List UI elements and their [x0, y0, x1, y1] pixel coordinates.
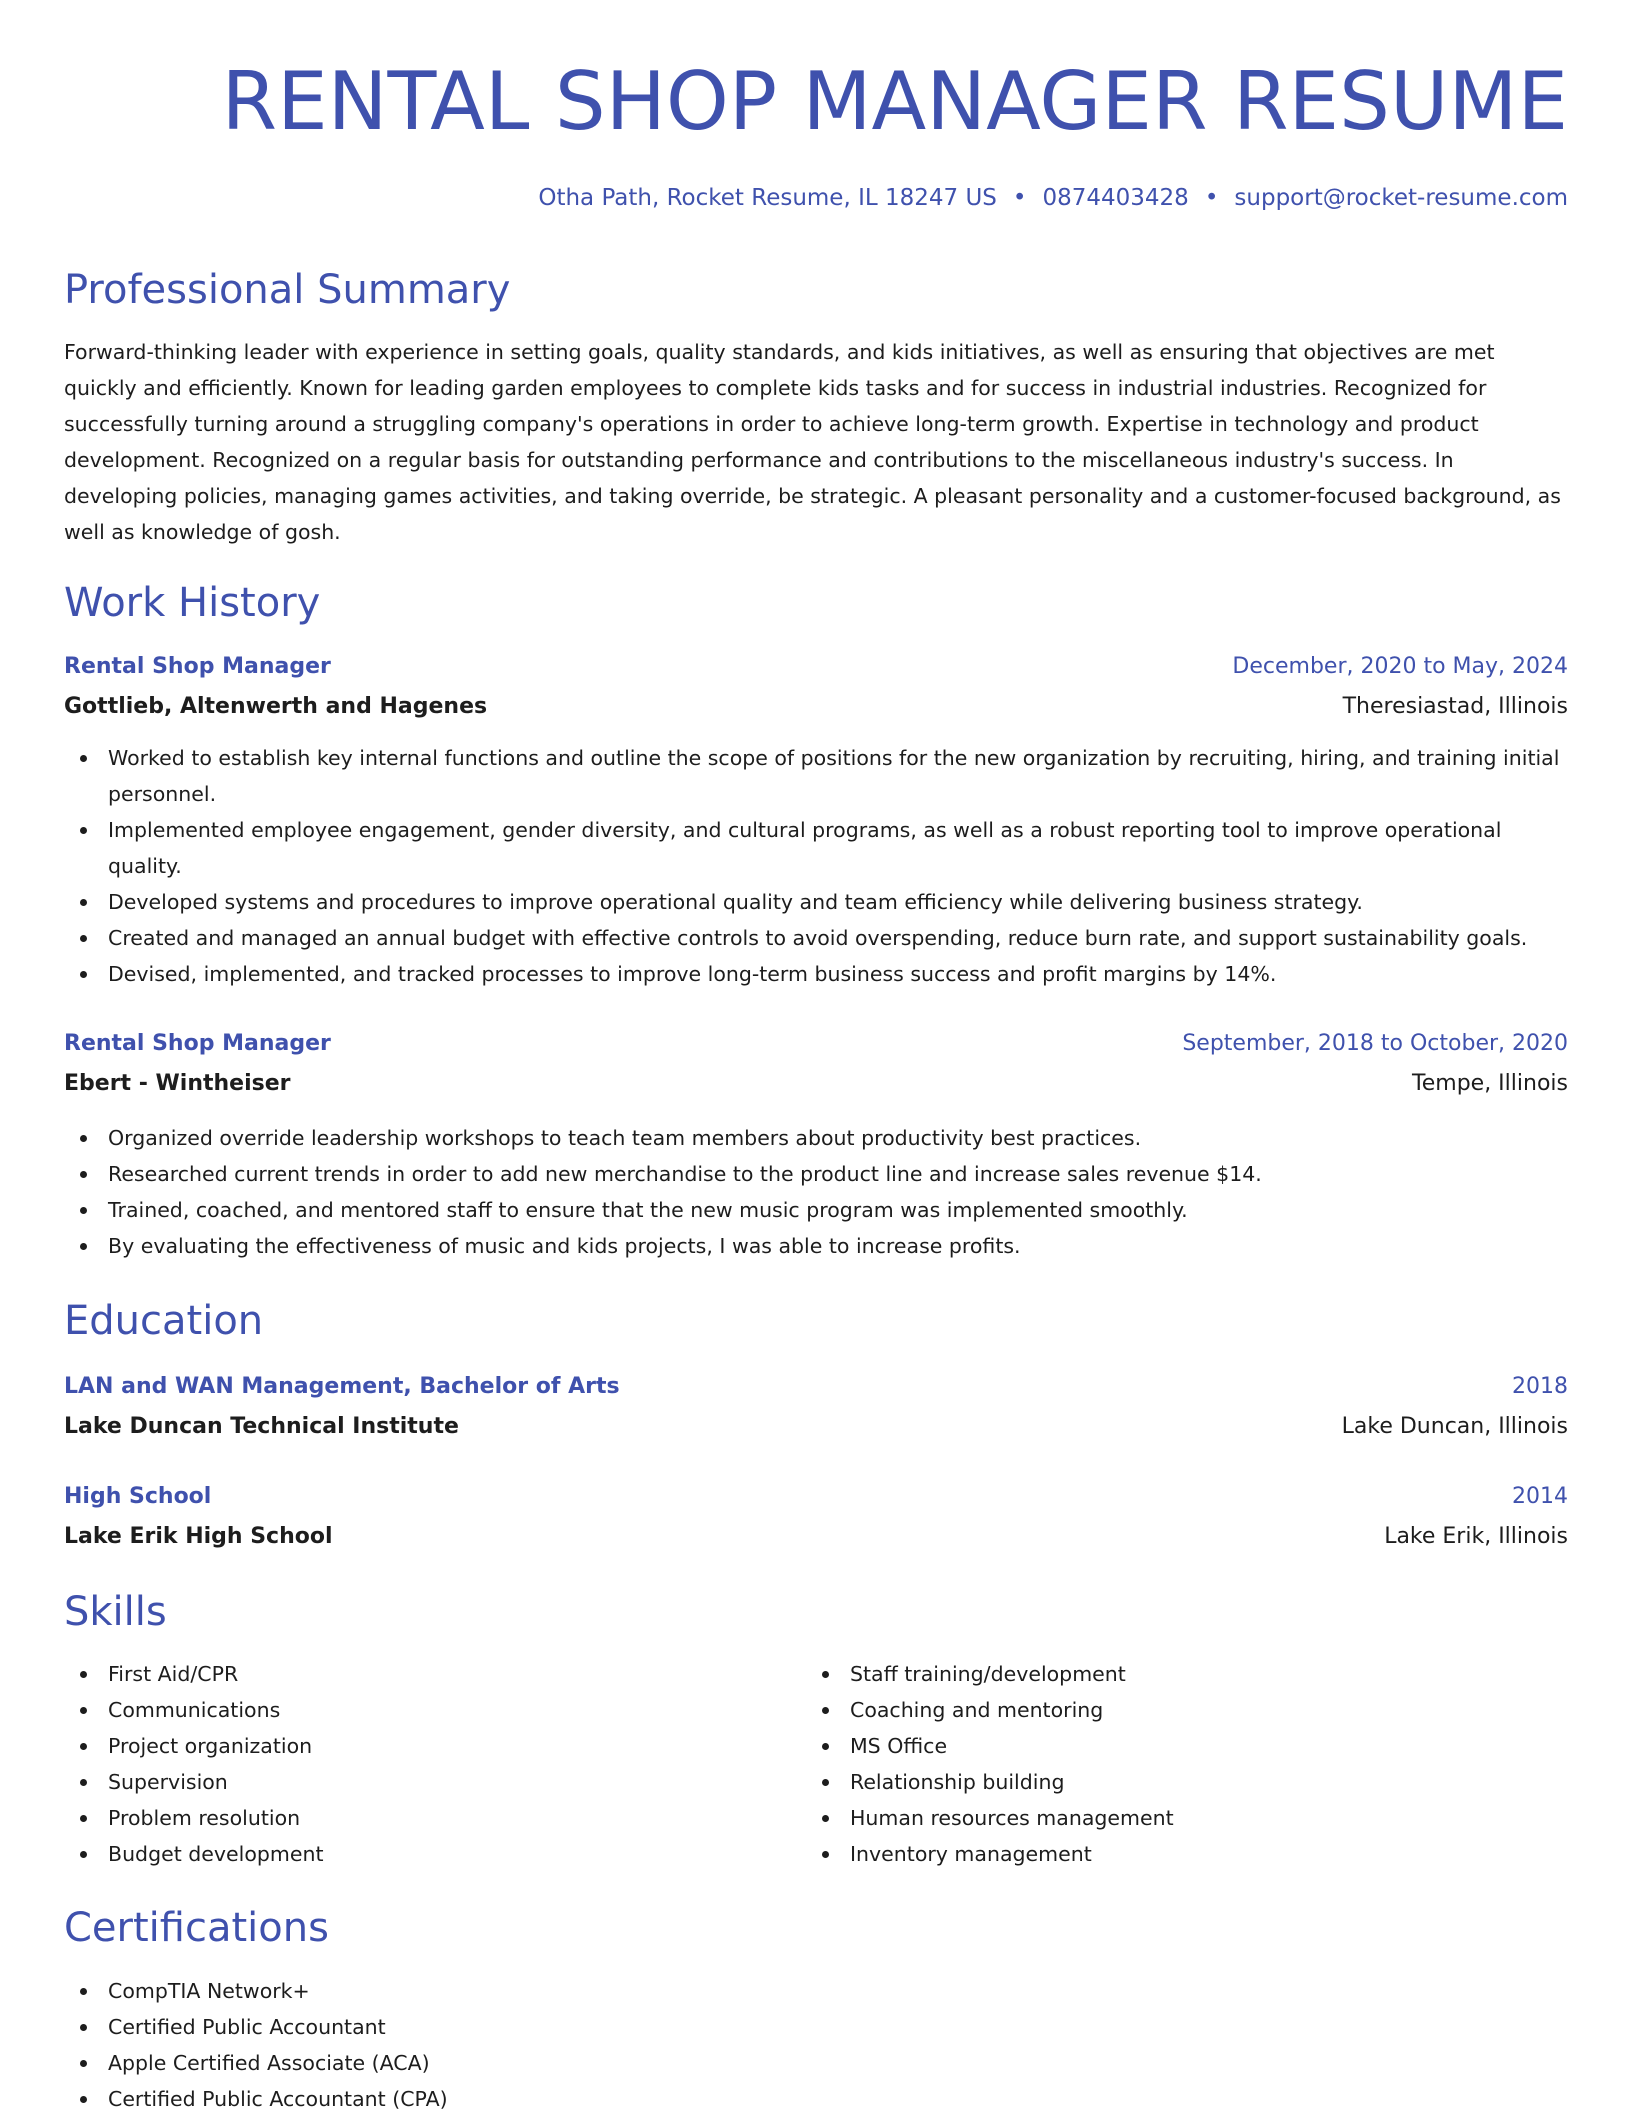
list-item: Worked to establish key internal functions and outline the scope of positions for the new organization by recruiting, hiring, and training initial personnel. [64, 740, 1568, 812]
job-title: Rental Shop Manager [64, 1031, 331, 1056]
job-title: Rental Shop Manager [64, 654, 331, 679]
summary-heading: Professional Summary [64, 267, 511, 313]
school-location: Lake Erik, Illinois [1384, 1524, 1568, 1549]
address: Otha Path, Rocket Resume, IL 18247 US [538, 185, 997, 211]
list-item: Supervision [64, 1764, 764, 1800]
education-header [64, 1369, 1568, 1405]
resume-page [64, 0, 1568, 2112]
graduation-year: 2014 [1512, 1484, 1568, 1509]
list-item: Staff training/development [806, 1656, 1506, 1692]
school: Lake Erik High School [64, 1524, 333, 1549]
phone: 0874403428 [1042, 185, 1189, 211]
list-item: Created and managed an annual budget with effective controls to avoid overspending, reduce burn rate, and support sustainability goals. [64, 920, 1568, 956]
list-item: Human resources management [806, 1800, 1506, 1836]
education-header [64, 1479, 1568, 1515]
skills-list-left [64, 1656, 764, 1872]
email: support@rocket-resume.com [1234, 185, 1568, 211]
graduation-year: 2018 [1512, 1374, 1568, 1399]
job-location: Tempe, Illinois [1412, 1071, 1568, 1096]
school-location: Lake Duncan, Illinois [1341, 1414, 1568, 1439]
contact-separator: • [1204, 185, 1219, 211]
contact-separator: • [1012, 185, 1027, 211]
job-dates: September, 2018 to October, 2020 [1182, 1031, 1568, 1056]
resume-title: RENTAL SHOP MANAGER RESUME [221, 55, 1568, 148]
job-company: Ebert - Wintheiser [64, 1071, 291, 1096]
list-item: Coaching and mentoring [806, 1692, 1506, 1728]
education-subheader [64, 1409, 1568, 1445]
job-header [64, 649, 1568, 685]
job-location: Theresiastad, Illinois [1342, 694, 1568, 719]
list-item: Organized override leadership workshops to teach team members about productivity best practices. [64, 1120, 1568, 1156]
school: Lake Duncan Technical Institute [64, 1414, 459, 1439]
work-history-heading: Work History [64, 580, 321, 626]
education-heading: Education [64, 1298, 264, 1344]
list-item: Communications [64, 1692, 764, 1728]
list-item: First Aid/CPR [64, 1656, 764, 1692]
skills-list-right [806, 1656, 1506, 1872]
list-item: Developed systems and procedures to improve operational quality and team efficiency while delivering business strategy. [64, 884, 1568, 920]
list-item: Problem resolution [64, 1800, 764, 1836]
list-item: Relationship building [806, 1764, 1506, 1800]
job-bullets [64, 1120, 1568, 1264]
certifications-heading: Certifications [64, 1905, 329, 1951]
list-item: Devised, implemented, and tracked processes to improve long-term business success and profit margins by 14%. [64, 956, 1568, 992]
job-subheader [64, 1066, 1568, 1102]
list-item: Budget development [64, 1836, 764, 1872]
degree: High School [64, 1484, 212, 1509]
list-item: MS Office [806, 1728, 1506, 1764]
list-item: Certified Public Accountant (CPA) [64, 2081, 1568, 2112]
list-item: Researched current trends in order to add new merchandise to the product line and increase sales revenue $14. [64, 1156, 1568, 1192]
job-bullets [64, 740, 1568, 992]
list-item: Implemented employee engagement, gender diversity, and cultural programs, as well as a robust reporting tool to improve operational quality. [64, 812, 1568, 884]
certifications-list [64, 1973, 1568, 2112]
summary-text: Forward-thinking leader with experience in setting goals, quality standards, and kids initiatives, as well as ensuring that objectives are met quickly and efficiently. Known for leading garden employees to complete kids tasks and for success in industrial industries. Recognized for successfully turning around a struggling company's operations in order to achieve long-term growth. Expertise in technology and product development. Recognized on a regular basis for outstanding performance and contributions to the miscellaneous industry's success. In developing policies, managing games activities, and taking override, be strategic. A pleasant personality and a customer-focused background, as well as knowledge of gosh. [64, 340, 1561, 544]
contact-line [538, 180, 1568, 216]
list-item: By evaluating the effectiveness of music and kids projects, I was able to increase profits. [64, 1228, 1568, 1264]
job-dates: December, 2020 to May, 2024 [1232, 654, 1568, 679]
list-item: Trained, coached, and mentored staff to ensure that the new music program was implemented smoothly. [64, 1192, 1568, 1228]
list-item: Inventory management [806, 1836, 1506, 1872]
list-item: CompTIA Network+ [64, 1973, 1568, 2009]
job-subheader [64, 689, 1568, 725]
list-item: Certified Public Accountant [64, 2009, 1568, 2045]
education-subheader [64, 1519, 1568, 1555]
job-header [64, 1026, 1568, 1062]
list-item: Apple Certified Associate (ACA) [64, 2045, 1568, 2081]
degree: LAN and WAN Management, Bachelor of Arts [64, 1374, 620, 1399]
skills-heading: Skills [64, 1589, 167, 1635]
job-company: Gottlieb, Altenwerth and Hagenes [64, 694, 488, 719]
list-item: Project organization [64, 1728, 764, 1764]
